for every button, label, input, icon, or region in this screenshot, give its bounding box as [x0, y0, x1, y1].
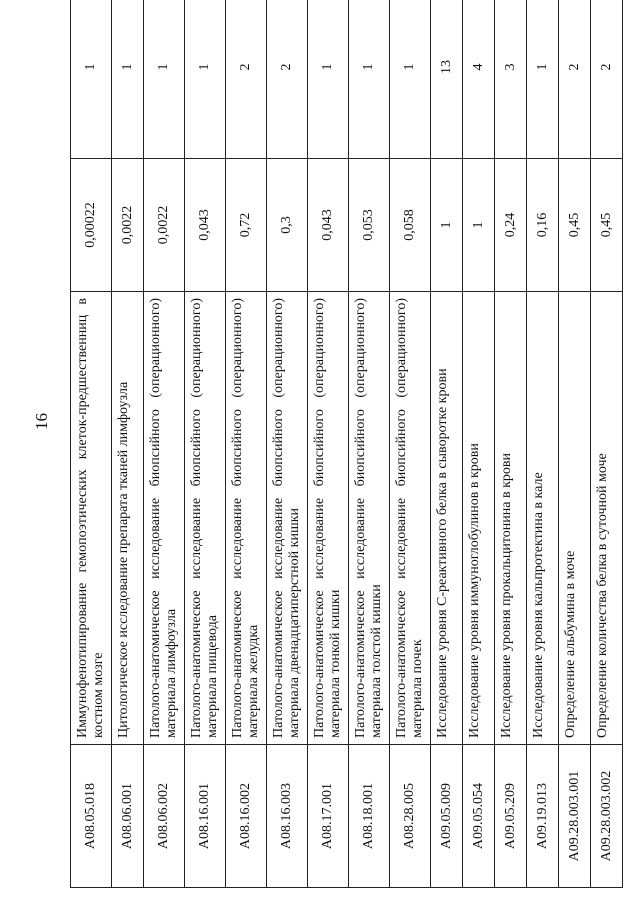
service-name-cell: Патолого-анатомическое исследование биопсийного (операционного) материала тонкой кишки — [308, 292, 349, 745]
table-row — [226, 0, 267, 888]
service-code-cell: A09.28.003.001 — [559, 745, 591, 888]
service-code-cell: A09.05.054 — [463, 745, 495, 888]
service-code-cell: A09.28.003.002 — [591, 745, 623, 888]
service-name-cell: Определение альбумина в моче — [559, 292, 591, 745]
multiplicity-cell: 2 — [591, 0, 623, 159]
multiplicity-cell: 3 — [495, 0, 527, 159]
multiplicity-cell: 1 — [527, 0, 559, 159]
service-code-cell: A08.05.018 — [71, 745, 112, 888]
multiplicity-cell: 1 — [349, 0, 390, 159]
frequency-cell: 0,0022 — [144, 159, 185, 292]
frequency-cell: 0,45 — [559, 159, 591, 292]
multiplicity-cell: 1 — [390, 0, 431, 159]
multiplicity-cell: 2 — [559, 0, 591, 159]
service-code-cell: A08.28.005 — [390, 745, 431, 888]
table-row — [559, 0, 591, 888]
service-name-cell: Цитологическое исследование препарата тканей лимфоузла — [112, 292, 144, 745]
multiplicity-cell: 13 — [431, 0, 463, 159]
service-name-cell: Патолого-анатомическое исследование биопсийного (операционного) материала двенадцатиперстной кишки — [267, 292, 308, 745]
frequency-cell: 0,043 — [185, 159, 226, 292]
frequency-cell: 0,45 — [591, 159, 623, 292]
multiplicity-cell: 2 — [267, 0, 308, 159]
multiplicity-cell: 1 — [185, 0, 226, 159]
document-table-wrapper — [70, 28, 623, 888]
frequency-cell: 0,053 — [349, 159, 390, 292]
services-table — [70, 0, 623, 888]
service-name-cell: Исследование уровня кальпротектина в кале — [527, 292, 559, 745]
frequency-cell: 0,0022 — [112, 159, 144, 292]
frequency-cell: 0,24 — [495, 159, 527, 292]
table-row — [591, 0, 623, 888]
table-row — [267, 0, 308, 888]
frequency-cell: 1 — [463, 159, 495, 292]
service-name-cell: Патолого-анатомическое исследование биопсийного (операционного) материала толстой кишки — [349, 292, 390, 745]
table-row — [463, 0, 495, 888]
frequency-cell: 0,3 — [267, 159, 308, 292]
service-name-cell: Исследование уровня прокальцитонина в крови — [495, 292, 527, 745]
multiplicity-cell: 2 — [226, 0, 267, 159]
table-row — [144, 0, 185, 888]
page-number: 16 — [32, 413, 51, 430]
frequency-cell: 1 — [431, 159, 463, 292]
multiplicity-cell: 1 — [112, 0, 144, 159]
service-code-cell: A08.18.001 — [349, 745, 390, 888]
multiplicity-cell: 1 — [308, 0, 349, 159]
table-row — [527, 0, 559, 888]
service-code-cell: A09.05.009 — [431, 745, 463, 888]
table-row — [390, 0, 431, 888]
table-row — [349, 0, 390, 888]
service-name-cell: Исследование уровня С-реактивного белка в сыворотке крови — [431, 292, 463, 745]
multiplicity-cell: 1 — [144, 0, 185, 159]
frequency-cell: 0,058 — [390, 159, 431, 292]
service-name-cell: Иммунофенотипирование гемопоэтических клеток-предшественниц в костном мозге — [71, 292, 112, 745]
service-code-cell: A08.16.001 — [185, 745, 226, 888]
table-row — [185, 0, 226, 888]
service-name-cell: Патолого-анатомическое исследование биопсийного (операционного) материала почек — [390, 292, 431, 745]
frequency-cell: 0,00022 — [71, 159, 112, 292]
service-code-cell: A08.06.002 — [144, 745, 185, 888]
table-row — [495, 0, 527, 888]
multiplicity-cell: 1 — [71, 0, 112, 159]
service-name-cell: Патолого-анатомическое исследование биопсийного (операционного) материала пищевода — [185, 292, 226, 745]
service-code-cell: A09.19.013 — [527, 745, 559, 888]
table-row — [308, 0, 349, 888]
multiplicity-cell: 4 — [463, 0, 495, 159]
service-name-cell: Определение количества белка в суточной моче — [591, 292, 623, 745]
service-name-cell: Патолого-анатомическое исследование биопсийного (операционного) материала желудка — [226, 292, 267, 745]
service-code-cell: A09.05.209 — [495, 745, 527, 888]
services-table-body — [71, 0, 623, 888]
frequency-cell: 0,72 — [226, 159, 267, 292]
frequency-cell: 0,043 — [308, 159, 349, 292]
frequency-cell: 0,16 — [527, 159, 559, 292]
service-code-cell: A08.16.003 — [267, 745, 308, 888]
service-name-cell: Исследование уровня иммуноглобулинов в крови — [463, 292, 495, 745]
service-code-cell: A08.16.002 — [226, 745, 267, 888]
service-name-cell: Патолого-анатомическое исследование биопсийного (операционного) материала лимфоузла — [144, 292, 185, 745]
table-row — [71, 0, 112, 888]
service-code-cell: A08.06.001 — [112, 745, 144, 888]
table-row — [431, 0, 463, 888]
service-code-cell: A08.17.001 — [308, 745, 349, 888]
table-row — [112, 0, 144, 888]
